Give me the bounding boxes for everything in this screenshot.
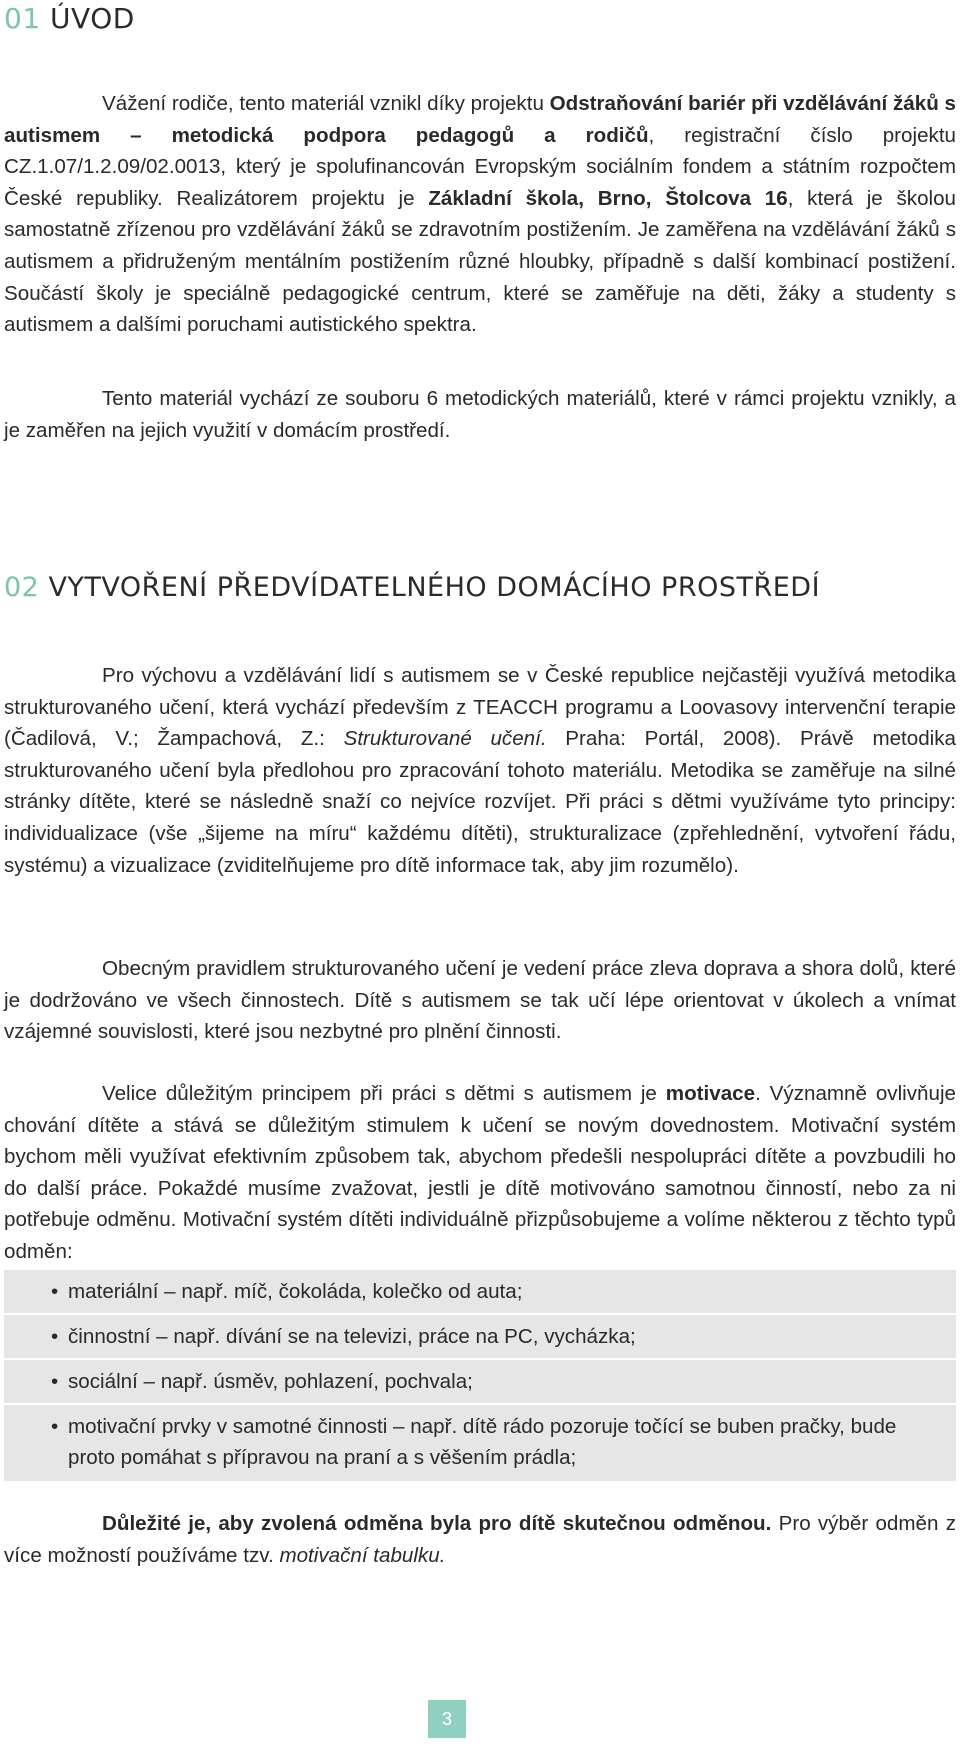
section-number: 01 [4, 2, 41, 35]
list-item-text: motivační prvky v samotné činnosti – např. dítě rádo pozoruje točící se buben pračky, bude proto pomáhat s přípravou na praní a s věšením prádla; [68, 1415, 897, 1469]
bullet-icon: • [51, 1370, 59, 1393]
intro-paragraph-project [4, 88, 956, 341]
text-run: Tento materiál vychází ze souboru 6 metodických materiálů, které v rámci projektu vznikly, a je zaměřen na jejich využití v domácím prostředí. [4, 387, 956, 442]
intro-paragraph-material [4, 383, 956, 446]
text-run: Vážení rodiče, tento materiál vznikl díky projektu [102, 92, 550, 115]
structured-learning-paragraph [4, 660, 956, 881]
section-title: VYTVOŘENÍ PŘEDVÍDATELNÉHO DOMÁCÍHO PROSTŘEDÍ [48, 572, 821, 603]
text-run: Obecným pravidlem strukturovaného učení je vedení práce zleva doprava a shora dolů, které je dodržováno ve všech činnostech. Dítě s autismem se tak učí lépe orientovat v úkolech a vnímat vzájemné souvislosti, které jsou nezbytné pro plnění činnosti. [4, 957, 956, 1044]
bullet-icon: • [51, 1415, 59, 1438]
list-item-text: činnostní – např. dívání se na televizi, práce na PC, vycházka; [68, 1325, 636, 1348]
bullet-icon: • [51, 1280, 59, 1303]
text-run: Pro výchovu a vzdělávání lidí s autismem se v České republice nejčastěji využívá metodika strukturovaného učení, která vychází především z TEACCH programu a Loovasovy intervenční terapie (Čadilová, V.; Žampachová, Z.: [4, 664, 956, 751]
section-heading-predvidatelne-prostredi [4, 572, 820, 603]
motivation-paragraph [4, 1078, 956, 1268]
text-run: Praha: Portál, 2008). Právě metodika strukturovaného učení byla předlohou pro zpracování tohoto materiálu. Metodika se zaměřuje na silné stránky dítěte, které se následně snaží co nejvíce rozvíjet. Při práci s dětmi využíváme tyto principy: individualizace (vše „šijeme na míru“ každému dítěti), strukturalizace (zpřehlednění, vytvoření řádu, systému) a vizualizace (zviditelňujeme pro dítě informace tak, aby jim rozumělo). [4, 727, 957, 877]
text-run: . Významně ovlivňuje chování dítěte a stává se důležitým stimulem k učení se novým dovednostem. Motivační systém bychom měli využívat efektivním způsobem tak, abychom předešli nespolupráci dítěte a povzbudili ho do další práce. Pokaždé musíme zvažovat, jestli je dítě motivováno samotnou činností, nebo za ni potřebuje odměnu. Motivační systém dítěti individuálně přizpůsobujeme a volíme některou z těchto typů odměn: [4, 1082, 956, 1263]
reward-types-list [4, 1270, 956, 1481]
book-title-italic: Strukturované učení. [343, 727, 547, 751]
list-item-text: materiální – např. míč, čokoláda, kolečko od auta; [68, 1280, 523, 1303]
text-run: Velice důležitým principem při práci s dětmi s autismem je [102, 1082, 666, 1105]
left-to-right-rule-paragraph [4, 953, 956, 1048]
important-note-bold: Důležité je, aby zvolená odměna byla pro dítě skutečnou odměnou. [102, 1512, 772, 1535]
list-item [4, 1270, 956, 1315]
section-number: 02 [4, 572, 40, 603]
motivation-table-italic: motivační tabulku. [279, 1543, 446, 1567]
page-number: 3 [428, 1700, 466, 1738]
text-run: , která je školou samostatně zřízenou pro vzdělávání žáků se zdravotním postižením. Je zaměřena na vzdělávání žáků s autismem a přidruženým mentálním postižením různé hloubky, případně s další kombinací postižení. Součástí školy je speciálně pedagogické centrum, které se zaměřuje na děti, žáky a studenty s autismem a dalšími poruchami autistického spektra. [4, 186, 957, 337]
text-run: , registrační číslo projektu CZ.1.07/1.2.09/02.0013, který je spolufinancován Evropským sociálním fondem a státním rozpočtem České republiky. Realizátorem projektu je [4, 123, 956, 210]
motivation-bold: motivace [665, 1082, 756, 1105]
list-item [4, 1315, 956, 1360]
section-title: ÚVOD [50, 2, 135, 35]
school-name-bold: Základní škola, Brno, Štolcova 16 [428, 186, 788, 210]
list-item-text: sociální – např. úsměv, pohlazení, pochvala; [68, 1370, 473, 1393]
text-run: Pro výběr odměn z více možností používáme tzv. [4, 1512, 956, 1567]
list-item [4, 1405, 956, 1481]
closing-paragraph [4, 1508, 956, 1571]
section-heading-uvod [4, 2, 135, 35]
project-name-bold: Odstraňování bariér při vzdělávání žáků s autismem – metodická podpora pedagogů a rodičů [4, 92, 956, 147]
list-item [4, 1360, 956, 1405]
bullet-icon: • [51, 1325, 59, 1348]
